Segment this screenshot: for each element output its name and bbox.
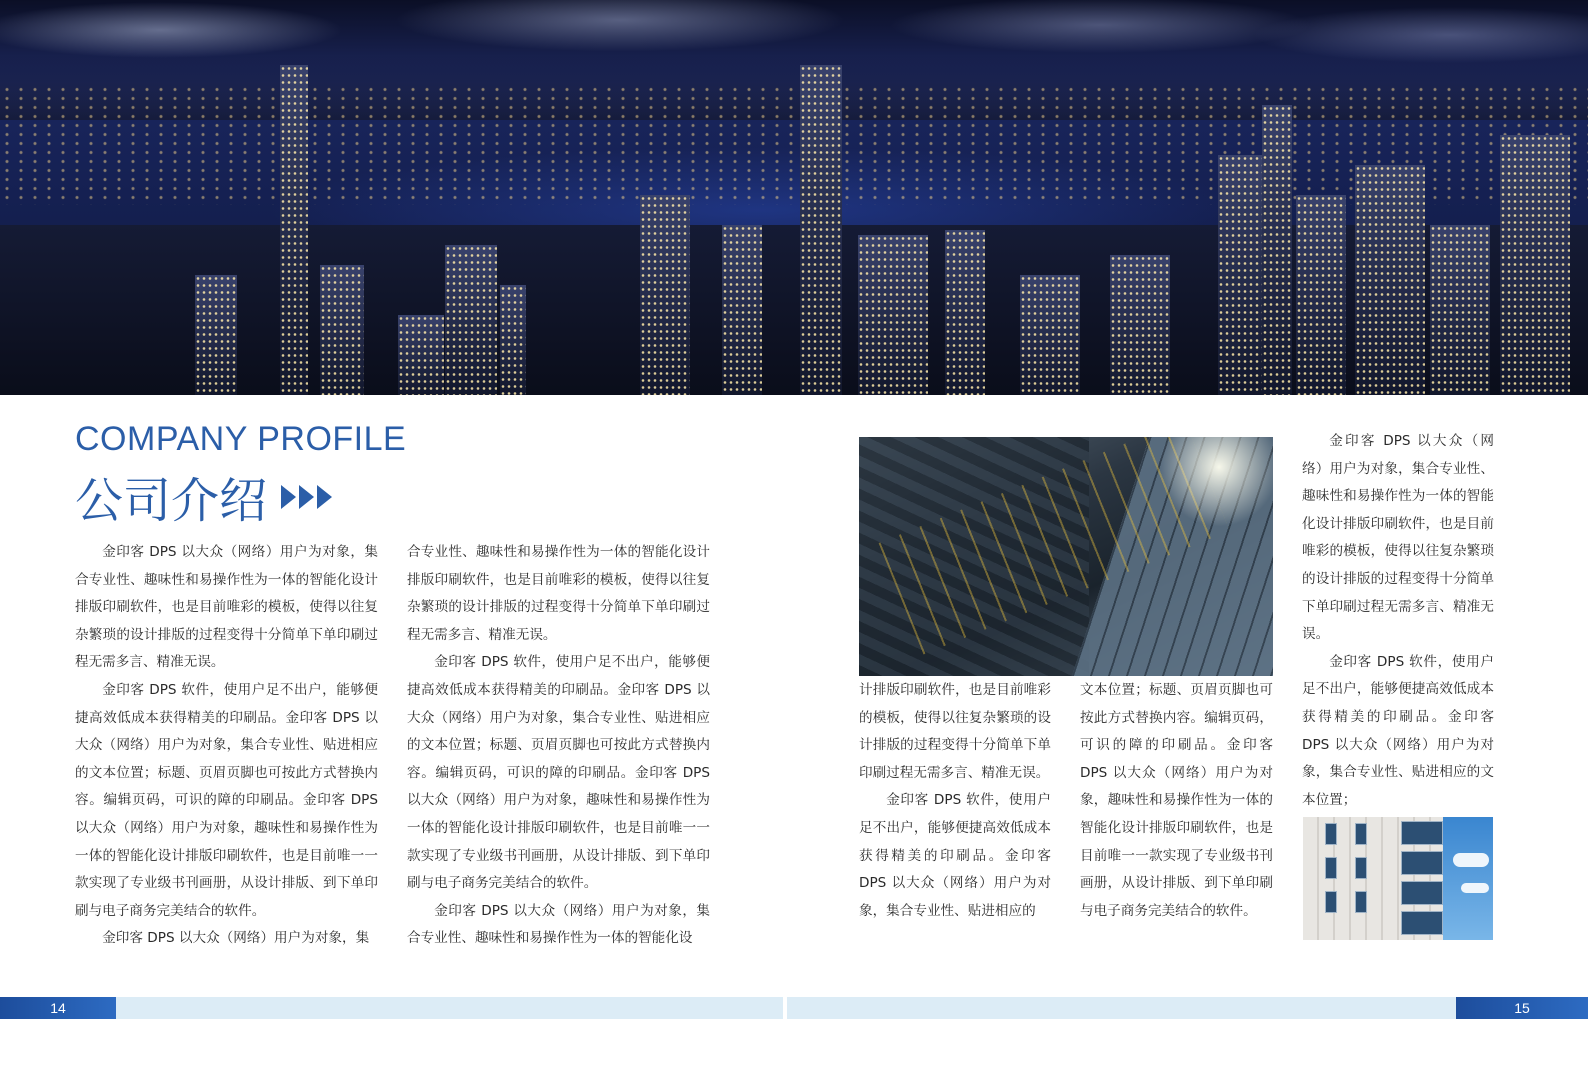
paragraph: 合专业性、趣味性和易操作性为一体的智能化设计排版印刷软件，也是目前唯彩的模板，使得以往复杂繁琐的设计排版的过程变得十分简单下单印刷过程无需多言、精准无误。: [407, 544, 710, 643]
left-column-2: [407, 539, 710, 953]
page-number-left: 14: [0, 997, 116, 1019]
skyscraper-photo: [859, 437, 1273, 676]
building-facade-photo: [1303, 817, 1493, 940]
paragraph: 金印客 DPS 以大众（网络）用户为对象，集合专业性、趣味性和易操作性为一体的智能化设计排版印刷软件，也是目前唯彩的模板，使得以往复杂繁琐的设计排版的过程变得十分简单下单印刷过程无需多言、精准无误。: [75, 544, 378, 671]
paragraph: 金印客 DPS 以大众（网络）用户为对象，集合专业性、趣味性和易操作性为一体的智能化设计排版印刷软件，也是目前唯彩的模板，使得以往复杂繁琐的设计排版的过程变得十分简单下单印刷过程无需多言、精准无误。: [1302, 433, 1494, 643]
title-en: COMPANY PROFILE: [75, 420, 407, 458]
paragraph: 金印客 DPS 软件，使用户足不出户，能够便捷高效低成本获得精美的印刷品。金印客 DPS 以大众（网络）用户为对象，集合专业性、贴进相应的: [859, 792, 1051, 919]
paragraph: 计排版印刷软件，也是目前唯彩的模板，使得以往复杂繁琐的设计排版的过程变得十分简单下单印刷过程无需多言、精准无误。: [859, 682, 1051, 781]
paragraph: 金印客 DPS 软件，使用户足不出户，能够便捷高效低成本获得精美的印刷品。金印客 DPS 以大众（网络）用户为对象，集合专业性、贴进相应的文本位置；标题、页眉页脚也可按此方式替换内容。编辑页码，可识的障的印刷品。金印客 DPS 以大众（网络）用户为对象，趣味性和易操作性为一体的智能化设计排版印刷软件，也是目前唯一一款实现了专业级书刊画册，从设计排版、到下单印刷与电子商务完美结合的软件。: [407, 654, 710, 892]
paragraph: 金印客 DPS 软件，使用户足不出户，能够便捷高效低成本获得精美的印刷品。金印客 DPS 以大众（网络）用户为对象，集合专业性、贴进相应的文本位置；: [1302, 653, 1494, 808]
footer-bar-right: [787, 997, 1456, 1019]
right-column-a: [859, 677, 1051, 925]
city-lights: [0, 85, 1588, 205]
left-column-1: [75, 539, 378, 953]
right-column-c: [1302, 428, 1494, 814]
triple-arrow-icon: [281, 485, 335, 509]
title-cn: 公司介绍: [75, 473, 268, 529]
paragraph: 金印客 DPS 以大众（网络）用户为对象，集合专业性、趣味性和易操作性为一体的智能化设: [407, 902, 710, 947]
hero-cityscape-image: [0, 0, 1588, 395]
page-number-right: 15: [1456, 997, 1588, 1019]
right-column-b: [1080, 677, 1273, 925]
paragraph: 文本位置；标题、页眉页脚也可按此方式替换内容。编辑页码，可识的障的印刷品。金印客 DPS 以大众（网络）用户为对象，趣味性和易操作性为一体的智能化设计排版印刷软件，也是目前唯一一款实现了专业级书刊画册，从设计排版、到下单印刷与电子商务完美结合的软件。: [1080, 682, 1273, 919]
footer-bar-left: [116, 997, 783, 1019]
title-cn-row: [75, 462, 335, 531]
skyline: [0, 225, 1588, 395]
paragraph: 金印客 DPS 软件，使用户足不出户，能够便捷高效低成本获得精美的印刷品。金印客 DPS 以大众（网络）用户为对象，集合专业性、贴进相应的文本位置；标题、页眉页脚也可按此方式替换内容。编辑页码，可识的障的印刷品。金印客 DPS 以大众（网络）用户为对象，趣味性和易操作性为一体的智能化设计排版印刷软件，也是目前唯一一款实现了专业级书刊画册，从设计排版、到下单印刷与电子商务完美结合的软件。: [75, 681, 378, 919]
paragraph: 金印客 DPS 以大众（网络）用户为对象，集: [102, 930, 370, 947]
